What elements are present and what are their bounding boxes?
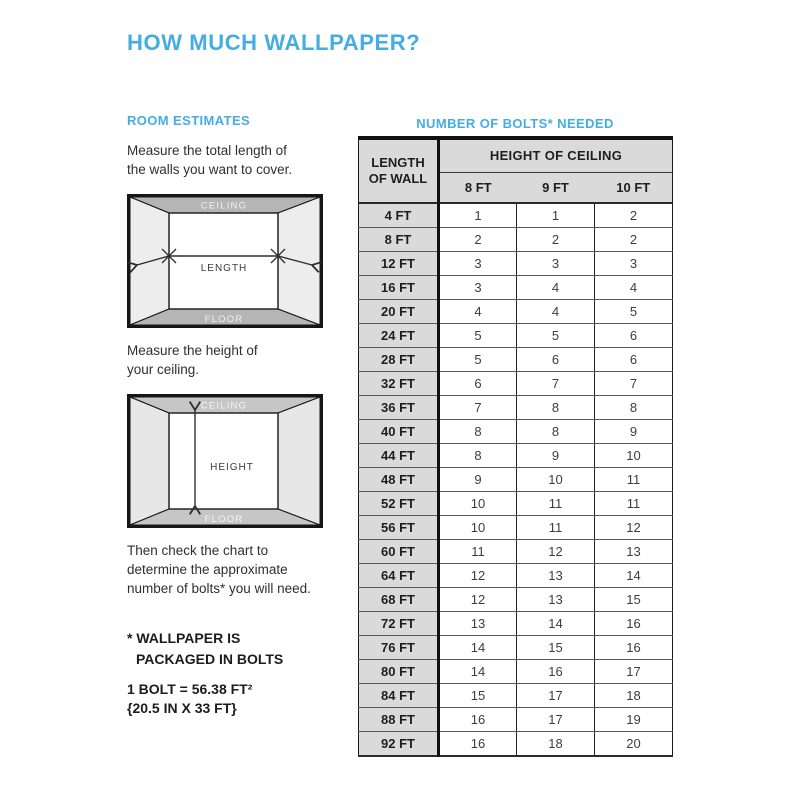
bolt-count-cell: 5 [439, 348, 517, 372]
ceiling-10ft-header: 10 FT [595, 172, 673, 203]
bolt-count-cell: 6 [517, 348, 595, 372]
bolt-count-cell: 4 [439, 300, 517, 324]
bolt-count-cell: 2 [595, 203, 673, 228]
table-row [359, 588, 673, 612]
left-wall [130, 397, 169, 525]
bolt-count-cell: 19 [595, 708, 673, 732]
bolt-table-body [359, 203, 673, 756]
bolt-count-cell: 16 [595, 612, 673, 636]
instruction-measure-height: Measure the height of your ceiling. [127, 343, 258, 377]
table-header-row-1 [359, 138, 673, 172]
table-row [359, 540, 673, 564]
bolt-count-cell: 13 [517, 588, 595, 612]
bolt-count-cell: 5 [517, 324, 595, 348]
bolt-count-cell: 13 [439, 612, 517, 636]
bolt-count-cell: 2 [595, 228, 673, 252]
bolt-count-cell: 17 [517, 708, 595, 732]
bolt-count-cell: 17 [595, 660, 673, 684]
bolt-count-cell: 18 [517, 732, 595, 757]
bolt-count-cell: 1 [517, 203, 595, 228]
bolt-count-cell: 14 [439, 636, 517, 660]
bolt-count-cell: 12 [439, 564, 517, 588]
room-height-diagram [127, 394, 323, 528]
bolts-table-heading: NUMBER OF BOLTS* NEEDED [416, 116, 614, 131]
wall-length-cell: 4 FT [359, 203, 439, 228]
bolt-count-cell: 6 [595, 324, 673, 348]
table-row [359, 348, 673, 372]
bolt-count-cell: 3 [439, 252, 517, 276]
wall-length-cell: 76 FT [359, 636, 439, 660]
right-wall [278, 397, 320, 525]
bolt-count-cell: 3 [439, 276, 517, 300]
table-row [359, 372, 673, 396]
wall-length-cell: 40 FT [359, 420, 439, 444]
bolt-count-cell: 13 [517, 564, 595, 588]
bolt-count-cell: 10 [517, 468, 595, 492]
bolt-count-cell: 11 [595, 492, 673, 516]
bolt-count-cell: 11 [517, 516, 595, 540]
wall-length-cell: 80 FT [359, 660, 439, 684]
table-row [359, 468, 673, 492]
bolt-count-cell: 10 [439, 516, 517, 540]
ceiling-label: CEILING [200, 200, 248, 212]
table-row [359, 636, 673, 660]
table-row [359, 708, 673, 732]
wall-length-cell: 64 FT [359, 564, 439, 588]
wall-length-cell: 44 FT [359, 444, 439, 468]
wall-length-cell: 32 FT [359, 372, 439, 396]
bolt-count-cell: 5 [439, 324, 517, 348]
bolts-needed-table [358, 136, 673, 757]
table-row [359, 444, 673, 468]
bolt-count-cell: 4 [517, 300, 595, 324]
bolt-count-cell: 18 [595, 684, 673, 708]
bolt-count-cell: 14 [595, 564, 673, 588]
length-of-wall-header: LENGTH OF WALL [359, 138, 439, 203]
room-length-diagram [127, 194, 323, 328]
instruction-measure-length: Measure the total length of the walls you want to cover. [127, 143, 293, 177]
ceiling-9ft-header: 9 FT [517, 172, 595, 203]
wall-length-cell: 16 FT [359, 276, 439, 300]
bolt-count-cell: 15 [595, 588, 673, 612]
room-estimates-section [127, 113, 339, 718]
bolt-size-info: 1 BOLT = 56.38 FT² {20.5 IN X 33 FT} [127, 681, 253, 716]
bolt-count-cell: 12 [595, 516, 673, 540]
bolt-count-cell: 3 [595, 252, 673, 276]
bolt-count-cell: 12 [439, 588, 517, 612]
table-row [359, 276, 673, 300]
bolt-count-cell: 4 [517, 276, 595, 300]
room-estimates-heading: ROOM ESTIMATES [127, 113, 251, 128]
wall-length-cell: 20 FT [359, 300, 439, 324]
ceiling-8ft-header: 8 FT [439, 172, 517, 203]
table-row [359, 564, 673, 588]
table-row [359, 420, 673, 444]
page-title: HOW MUCH WALLPAPER? [127, 30, 421, 55]
bolt-count-cell: 9 [439, 468, 517, 492]
back-wall [169, 413, 278, 509]
table-row [359, 228, 673, 252]
table-row [359, 492, 673, 516]
bolt-count-cell: 20 [595, 732, 673, 757]
wall-length-cell: 88 FT [359, 708, 439, 732]
bolt-count-cell: 4 [595, 276, 673, 300]
bolt-count-cell: 2 [517, 228, 595, 252]
bolt-count-cell: 10 [439, 492, 517, 516]
bolt-count-cell: 8 [517, 396, 595, 420]
bolt-count-cell: 11 [439, 540, 517, 564]
wall-length-cell: 92 FT [359, 732, 439, 757]
bolt-count-cell: 14 [517, 612, 595, 636]
bolt-count-cell: 13 [595, 540, 673, 564]
bolts-footnote: * WALLPAPER IS PACKAGED IN BOLTS [127, 630, 284, 667]
bolt-count-cell: 8 [439, 420, 517, 444]
floor-label: FLOOR [204, 514, 244, 525]
bolt-count-cell: 7 [439, 396, 517, 420]
bolt-count-cell: 16 [517, 660, 595, 684]
length-dimension-label: LENGTH [200, 263, 248, 274]
table-row [359, 684, 673, 708]
wall-length-cell: 28 FT [359, 348, 439, 372]
table-row [359, 732, 673, 757]
bolt-count-cell: 11 [595, 468, 673, 492]
table-row [359, 660, 673, 684]
bolt-count-cell: 10 [595, 444, 673, 468]
bolt-count-cell: 14 [439, 660, 517, 684]
wall-length-cell: 56 FT [359, 516, 439, 540]
bolt-count-cell: 15 [517, 636, 595, 660]
bolt-count-cell: 11 [517, 492, 595, 516]
wall-length-cell: 68 FT [359, 588, 439, 612]
table-row [359, 203, 673, 228]
bolt-count-cell: 2 [439, 228, 517, 252]
height-of-ceiling-header: HEIGHT OF CEILING [439, 138, 673, 172]
bolt-count-cell: 7 [595, 372, 673, 396]
bolt-count-cell: 3 [517, 252, 595, 276]
ceiling-label: CEILING [200, 400, 248, 412]
back-wall [169, 213, 278, 309]
table-row [359, 324, 673, 348]
bolt-count-cell: 12 [517, 540, 595, 564]
wall-length-cell: 36 FT [359, 396, 439, 420]
table-row [359, 516, 673, 540]
bolt-count-cell: 8 [439, 444, 517, 468]
table-row [359, 252, 673, 276]
wall-length-cell: 52 FT [359, 492, 439, 516]
bolt-count-cell: 8 [595, 396, 673, 420]
bolt-count-cell: 6 [595, 348, 673, 372]
wall-length-cell: 12 FT [359, 252, 439, 276]
bolt-count-cell: 8 [517, 420, 595, 444]
bolt-count-cell: 9 [595, 420, 673, 444]
wall-length-cell: 84 FT [359, 684, 439, 708]
bolt-count-cell: 16 [439, 732, 517, 757]
height-dimension-label: HEIGHT [210, 462, 254, 473]
table-row [359, 300, 673, 324]
bolt-count-cell: 16 [439, 708, 517, 732]
table-row [359, 612, 673, 636]
wall-length-cell: 24 FT [359, 324, 439, 348]
wall-length-cell: 8 FT [359, 228, 439, 252]
bolt-count-cell: 7 [517, 372, 595, 396]
table-row [359, 396, 673, 420]
bolt-count-cell: 1 [439, 203, 517, 228]
bolt-count-cell: 17 [517, 684, 595, 708]
instruction-check-chart: Then check the chart to determine the approximate number of bolts* you will need. [127, 543, 311, 596]
wall-length-cell: 60 FT [359, 540, 439, 564]
bolt-count-cell: 9 [517, 444, 595, 468]
wall-length-cell: 72 FT [359, 612, 439, 636]
bolt-count-cell: 15 [439, 684, 517, 708]
wall-length-cell: 48 FT [359, 468, 439, 492]
floor-label: FLOOR [204, 314, 244, 325]
bolt-count-cell: 5 [595, 300, 673, 324]
bolt-count-cell: 6 [439, 372, 517, 396]
bolt-count-cell: 16 [595, 636, 673, 660]
